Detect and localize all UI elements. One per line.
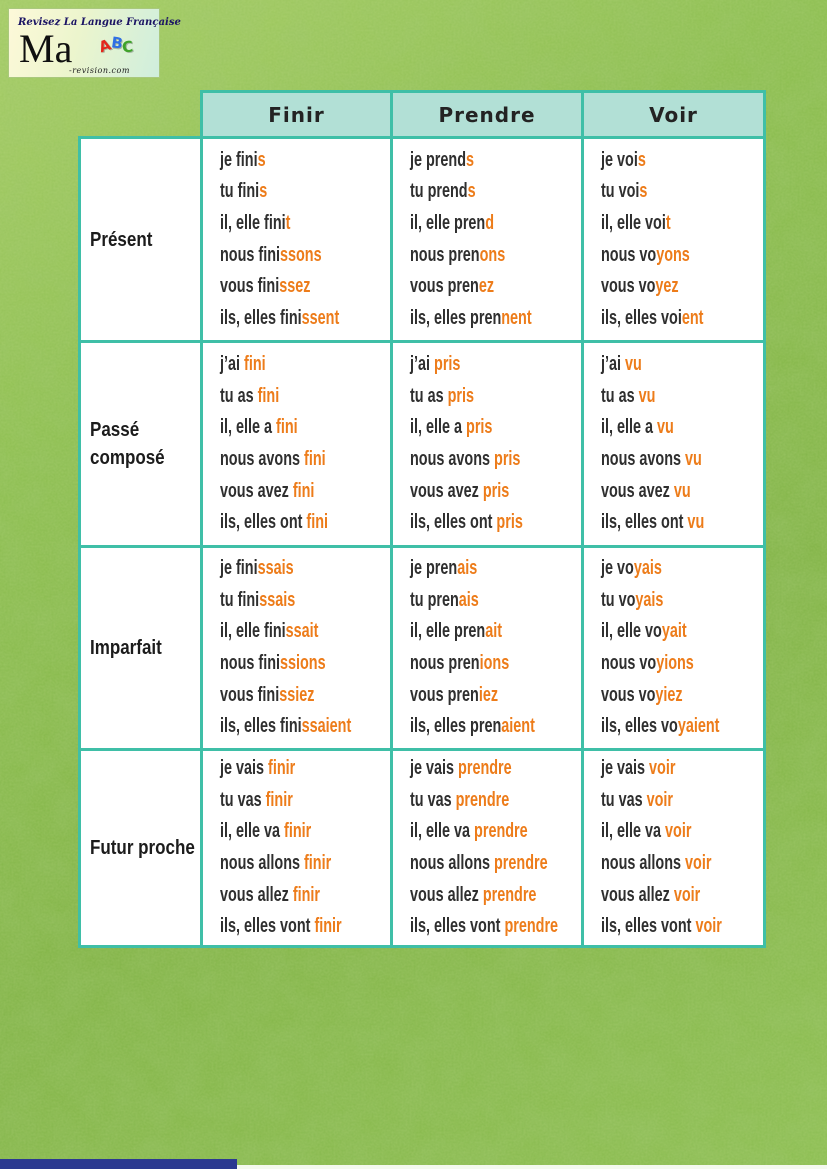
conjugation-line — [410, 303, 533, 335]
conjugation-line — [220, 816, 342, 848]
conjugation-cell — [202, 547, 392, 750]
conjugation-base: je vo — [601, 557, 634, 580]
conjugation-ending: s — [466, 148, 475, 171]
conjugation-base: ils, elles voi — [601, 306, 682, 329]
conjugation-ending: finir — [314, 915, 342, 938]
logo-domain-text: -revision.com — [69, 66, 130, 75]
conjugation-base: tu vas — [220, 788, 266, 811]
conjugation-line — [601, 476, 718, 508]
conjugation-line — [410, 848, 548, 880]
conjugation-line — [220, 753, 342, 785]
table-corner-blank — [80, 92, 202, 138]
conjugation-ending: finir — [284, 820, 312, 843]
conjugation-line — [410, 412, 533, 444]
conjugation-base: nous allons — [410, 852, 495, 874]
conjugation-ending: voir — [646, 788, 674, 811]
conjugation-base: nous vo — [601, 652, 657, 674]
conjugation-base: il, elle va — [410, 820, 475, 843]
conjugation-cell — [583, 750, 765, 947]
conjugation-line — [410, 444, 533, 476]
conjugation-base: il, elle a — [410, 416, 467, 439]
conjugation-base: nous pren — [410, 652, 480, 674]
conjugation-ending: ions — [479, 652, 510, 674]
conjugation-line — [410, 680, 533, 712]
conjugation-ending: ssiez — [279, 683, 315, 706]
conjugation-base: ils, elles pren — [410, 306, 502, 329]
conjugation-base: vous vo — [601, 683, 656, 706]
conjugation-ending: ssais — [259, 588, 296, 611]
conjugation-base: vous pren — [410, 683, 479, 706]
conjugation-base: je vais — [410, 757, 459, 780]
conjugation-base: vous avez — [601, 479, 674, 502]
conjugation-line — [410, 648, 533, 680]
conjugation-base: vous allez — [601, 883, 674, 906]
conjugation-ending: yez — [655, 275, 679, 298]
conjugation-base: nous fini — [220, 652, 280, 674]
conjugation-cell — [202, 138, 392, 342]
conjugation-ending: finir — [268, 757, 296, 780]
conjugation-base: vous allez — [410, 883, 483, 906]
conjugation-base: nous avons — [410, 448, 495, 470]
conjugation-ending: ent — [681, 306, 704, 329]
conjugation-ending: fini — [244, 353, 266, 376]
conjugation-base: ils, elles vont — [601, 915, 696, 938]
conjugation-base: il, elle va — [220, 820, 285, 843]
conjugation-cell — [583, 547, 765, 750]
logo-abc — [96, 33, 135, 57]
conjugation-line — [601, 680, 718, 712]
conjugation-base: il, elle pren — [410, 620, 486, 643]
conjugation-cell — [392, 547, 583, 750]
conjugation-base: nous fini — [220, 243, 280, 266]
conjugation-line — [220, 303, 342, 335]
column-header-finir: Finir — [202, 92, 392, 138]
logo-abc-letter: A — [96, 35, 114, 57]
conjugation-ending: pris — [482, 479, 510, 502]
conjugation-ending: finir — [265, 788, 293, 811]
conjugation-line — [601, 585, 718, 617]
conjugation-base: ils, elles ont — [601, 511, 688, 534]
conjugation-ending: t — [285, 211, 291, 234]
tense-row — [80, 138, 765, 342]
conjugation-ending: vu — [687, 511, 705, 534]
tense-label: Passé composé — [90, 419, 165, 469]
conjugation-ending: yais — [635, 588, 664, 611]
conjugation-ending: ssions — [279, 652, 326, 674]
conjugation-line — [601, 911, 722, 943]
conjugation-line — [410, 585, 533, 617]
conjugation-ending: s — [259, 180, 268, 203]
conjugation-line — [410, 911, 559, 943]
conjugation-line — [601, 381, 718, 413]
tense-row — [80, 342, 765, 547]
conjugation-cell — [392, 138, 583, 342]
conjugation-ending: ons — [479, 243, 506, 266]
conjugation-line — [601, 880, 718, 912]
conjugation-line — [220, 145, 342, 177]
conjugation-base: vous fini — [220, 275, 280, 298]
conjugation-ending: yais — [633, 557, 662, 580]
conjugation-base: vous allez — [220, 883, 293, 906]
conjugation-base: tu fini — [220, 180, 260, 203]
conjugation-line — [601, 507, 718, 539]
conjugation-line — [410, 816, 533, 848]
conjugation-base: ils, elles vo — [601, 715, 678, 738]
conjugation-ending: s — [467, 180, 476, 203]
table-header-row — [80, 92, 765, 138]
tense-label-cell — [80, 547, 202, 750]
conjugation-ending: aient — [501, 715, 535, 738]
conjugation-line — [220, 553, 342, 585]
conjugation-line — [601, 553, 718, 585]
conjugation-ending: prendre — [474, 820, 528, 843]
tense-row — [80, 750, 765, 947]
conjugation-base: il, elle vo — [601, 620, 662, 643]
conjugation-base: il, elle va — [601, 820, 666, 843]
conjugation-ending: prendre — [455, 788, 510, 811]
conjugation-base: je fini — [220, 148, 258, 171]
conjugation-line — [410, 880, 537, 912]
table-body — [80, 138, 765, 947]
bottom-navy-bar — [0, 1159, 237, 1169]
conjugation-line — [601, 753, 718, 785]
logo-abc-letter: B — [109, 33, 124, 53]
logo-tagline: Revisez La Langue Française — [18, 16, 181, 28]
conjugation-line — [410, 176, 533, 208]
conjugation-ending: vu — [638, 384, 656, 407]
conjugation-cell — [392, 750, 583, 947]
conjugation-base: j’ai — [601, 353, 626, 376]
conjugation-ending: vu — [657, 416, 674, 439]
conjugation-line — [220, 271, 342, 303]
conjugation-ending: prendre — [504, 915, 559, 938]
conjugation-ending: yiez — [655, 683, 683, 706]
conjugation-ending: yaient — [677, 715, 720, 738]
conjugation-line — [220, 680, 342, 712]
conjugation-base: il, elle fini — [220, 211, 286, 234]
conjugation-line — [410, 208, 533, 240]
conjugation-base: nous vo — [601, 243, 657, 266]
conjugation-base: vous vo — [601, 275, 656, 298]
conjugation-base: il, elle voi — [601, 211, 666, 234]
conjugation-ending: pris — [434, 353, 461, 376]
conjugation-ending: d — [485, 211, 495, 234]
conjugation-line — [220, 911, 342, 943]
conjugation-line — [220, 176, 342, 208]
conjugation-base: tu as — [220, 384, 258, 407]
conjugation-ending: t — [665, 211, 671, 234]
conjugation-cell — [202, 342, 392, 547]
conjugation-base: ils, elles vont — [410, 915, 505, 938]
conjugation-base: nous avons — [220, 448, 305, 470]
conjugation-ending: nent — [501, 306, 532, 329]
conjugation-base: nous allons — [220, 852, 305, 874]
conjugation-line — [601, 349, 718, 381]
conjugation-line — [220, 208, 342, 240]
conjugation-line — [220, 616, 342, 648]
conjugation-ending: ssais — [257, 557, 294, 580]
conjugation-ending: voir — [649, 757, 676, 780]
conjugation-ending: ssons — [279, 243, 322, 266]
conjugation-base: ils, elles vont — [220, 915, 315, 938]
conjugation-line — [220, 880, 342, 912]
conjugation-ending: vu — [625, 353, 642, 376]
conjugation-line — [220, 412, 342, 444]
conjugation-line — [410, 381, 533, 413]
conjugation-line — [601, 711, 718, 743]
tense-label: Futur proche — [90, 837, 195, 859]
conjugation-line — [410, 711, 533, 743]
conjugation-line — [220, 444, 342, 476]
conjugation-line — [601, 816, 718, 848]
column-header-prendre: Prendre — [392, 92, 583, 138]
conjugation-line — [410, 507, 533, 539]
conjugation-line — [220, 785, 342, 817]
conjugation-base: je pren — [410, 557, 458, 580]
conjugation-ending: yait — [661, 620, 687, 643]
conjugation-ending: fini — [306, 511, 329, 534]
conjugation-line — [601, 303, 718, 335]
tense-row — [80, 547, 765, 750]
conjugation-line — [220, 476, 342, 508]
logo-abc-letter: C — [121, 37, 135, 57]
conjugation-line — [601, 240, 718, 272]
conjugation-ending: yons — [656, 243, 690, 266]
column-header-voir: Voir — [583, 92, 765, 138]
conjugation-cell — [392, 342, 583, 547]
conjugation-base: je vais — [601, 757, 650, 780]
conjugation-ending: s — [637, 148, 646, 171]
conjugation-line — [220, 711, 352, 743]
conjugation-base: j’ai — [410, 353, 435, 376]
conjugation-line — [410, 753, 533, 785]
conjugation-line — [601, 444, 718, 476]
conjugation-line — [601, 785, 718, 817]
conjugation-ending: s — [257, 148, 266, 171]
conjugation-line — [601, 145, 718, 177]
conjugation-ending: prendre — [494, 852, 548, 874]
conjugation-base: vous pren — [410, 275, 479, 298]
conjugation-line — [601, 648, 718, 680]
conjugation-cell — [583, 342, 765, 547]
conjugation-line — [601, 616, 718, 648]
tense-label-cell — [80, 750, 202, 947]
conjugation-line — [410, 476, 533, 508]
conjugation-base: tu prend — [410, 180, 468, 203]
conjugation-ending: fini — [257, 384, 280, 407]
conjugation-line — [220, 848, 342, 880]
conjugation-ending: finir — [304, 852, 332, 874]
conjugation-ending: pris — [494, 448, 521, 470]
conjugation-base: j’ai — [220, 353, 245, 376]
conjugation-base: je fini — [220, 557, 258, 580]
conjugation-ending: finir — [292, 883, 321, 906]
tense-label-cell — [80, 138, 202, 342]
conjugation-line — [220, 507, 342, 539]
conjugation-base: ils, elles fini — [220, 715, 302, 738]
conjugation-ending: voir — [695, 915, 722, 938]
conjugation-line — [220, 240, 342, 272]
conjugation-base: il, elle a — [601, 416, 658, 439]
conjugation-base: ils, elles ont — [220, 511, 307, 534]
conjugation-ending: ais — [458, 588, 479, 611]
conjugation-line — [220, 648, 342, 680]
conjugation-base: vous avez — [410, 479, 483, 502]
conjugation-ending: ssez — [279, 275, 311, 298]
tense-label: Présent — [90, 228, 153, 251]
conjugation-cell — [202, 750, 392, 947]
conjugation-line — [601, 271, 718, 303]
conjugation-ending: ssait — [285, 620, 319, 643]
conjugation-line — [601, 176, 718, 208]
conjugation-base: ils, elles fini — [220, 306, 302, 329]
conjugation-ending: voir — [673, 883, 701, 906]
conjugation-base: nous pren — [410, 243, 480, 266]
tense-label: Imparfait — [90, 637, 162, 659]
conjugation-base: vous avez — [220, 479, 293, 502]
conjugation-line — [410, 145, 533, 177]
conjugation-base: tu as — [601, 384, 639, 407]
conjugation-line — [220, 585, 342, 617]
conjugation-line — [601, 848, 718, 880]
conjugation-ending: pris — [466, 416, 493, 439]
conjugation-base: ils, elles pren — [410, 715, 502, 738]
conjugation-base: tu vas — [601, 788, 647, 811]
conjugation-base: tu vas — [410, 788, 456, 811]
conjugation-table — [78, 90, 766, 948]
conjugation-ending: prendre — [458, 757, 512, 780]
conjugation-line — [220, 381, 342, 413]
conjugation-ending: iez — [478, 683, 499, 706]
conjugation-ending: voir — [685, 852, 712, 874]
conjugation-base: tu vo — [601, 588, 636, 611]
conjugation-base: je voi — [601, 148, 638, 171]
conjugation-ending: fini — [276, 416, 298, 439]
conjugation-line — [410, 785, 533, 817]
conjugation-line — [410, 553, 533, 585]
conjugation-base: il, elle fini — [220, 620, 286, 643]
conjugation-base: il, elle pren — [410, 211, 486, 234]
conjugation-ending: ez — [478, 275, 495, 298]
conjugation-line — [601, 412, 718, 444]
conjugation-ending: pris — [496, 511, 523, 534]
conjugation-ending: fini — [292, 479, 315, 502]
conjugation-base: nous allons — [601, 852, 686, 874]
conjugation-base: tu fini — [220, 588, 260, 611]
conjugation-ending: vu — [685, 448, 702, 470]
conjugation-line — [410, 349, 533, 381]
conjugation-ending: pris — [447, 384, 475, 407]
conjugation-ending: voir — [665, 820, 692, 843]
conjugation-base: je prend — [410, 148, 467, 171]
conjugation-line — [410, 271, 533, 303]
conjugation-line — [410, 616, 533, 648]
conjugation-ending: ssent — [301, 306, 340, 329]
conjugation-line — [601, 208, 718, 240]
conjugation-ending: s — [639, 180, 648, 203]
conjugation-line — [220, 349, 342, 381]
conjugation-base: tu as — [410, 384, 448, 407]
tense-label-cell — [80, 342, 202, 547]
conjugation-base: il, elle a — [220, 416, 277, 439]
conjugation-ending: ais — [457, 557, 478, 580]
conjugation-base: ils, elles ont — [410, 511, 497, 534]
conjugation-ending: prendre — [482, 883, 537, 906]
conjugation-base: tu voi — [601, 180, 640, 203]
conjugation-line — [410, 240, 533, 272]
conjugation-ending: ssaient — [301, 715, 352, 738]
conjugation-ending: vu — [673, 479, 691, 502]
conjugation-base: je vais — [220, 757, 269, 780]
conjugation-base: nous avons — [601, 448, 686, 470]
conjugation-ending: fini — [304, 448, 326, 470]
conjugation-base: tu pren — [410, 588, 459, 611]
site-logo — [8, 8, 181, 78]
conjugation-ending: ait — [485, 620, 503, 643]
logo-brand-large: Ma — [19, 26, 73, 71]
conjugation-ending: yions — [656, 652, 694, 674]
conjugation-cell — [583, 138, 765, 342]
conjugation-base: vous fini — [220, 683, 280, 706]
